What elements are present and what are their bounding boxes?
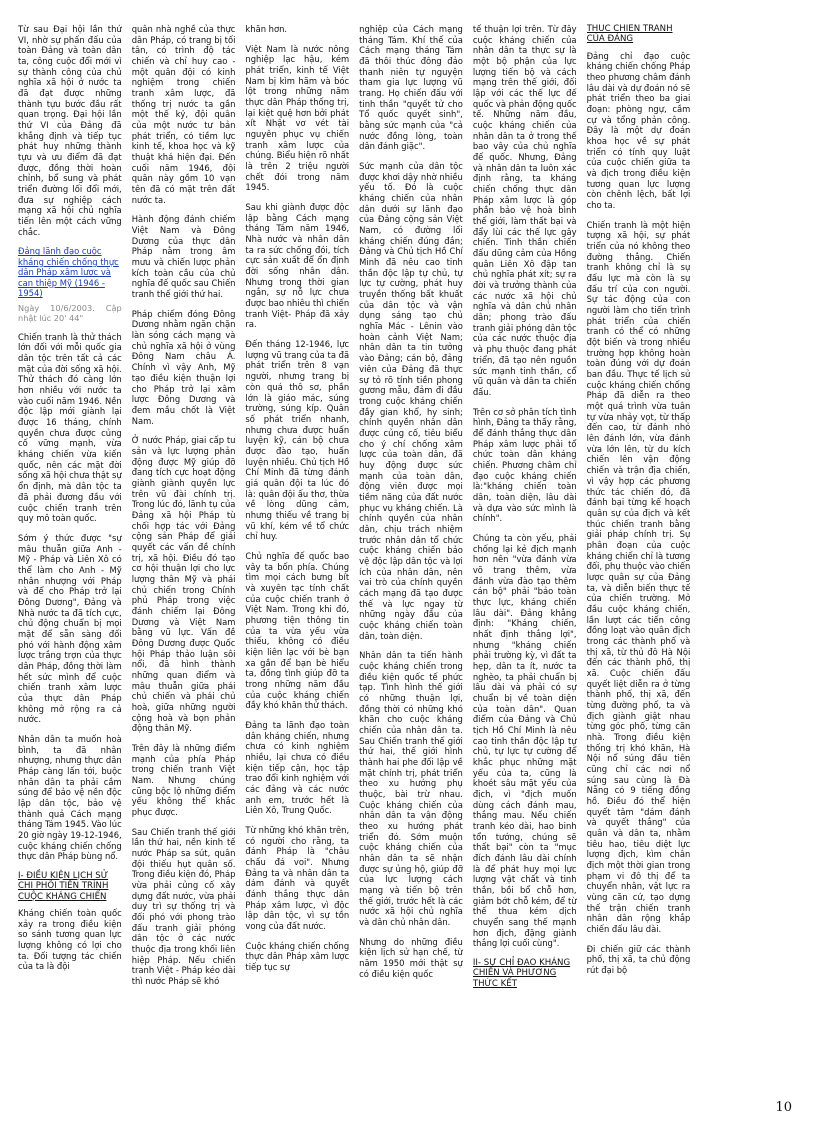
paragraph: khăn hơn.	[245, 24, 288, 34]
paragraph: Trên cơ sở phân tích tình hình, Đảng ta thấy rằng, để đánh thắng thực dân Pháp xâm lược phải tổ chức toàn dân kháng chiến. Phương châm chỉ đạo cuộc kháng chiến là:"kháng chiến toàn dân, toàn diện, lâu dài và dựa vào sức mình là chính".	[472, 406, 577, 524]
section-heading: I- ĐIỀU KIỆN LỊCH SỬ CHI PHỐI TIẾN TRÌNH CUỘC KHÁNG CHIẾN	[18, 871, 109, 902]
article-title-link[interactable]: Đảng lãnh đạo cuộc kháng chiến chống thực dân Pháp xâm lược và can thiệp Mỹ (1946 - 1954)	[18, 246, 119, 299]
section-heading: THÚC CHIẾN TRANH CỦA ĐẢNG	[586, 24, 673, 45]
paragraph: Nhân dân ta tiến hành cuộc kháng chiến trong điều kiện quốc tế phức tạp. Tình hình thế giới có những thuận lợi, đồng thời có những khó khăn cho cuộc kháng chiến của nhân dân ta. Sau Chiến tranh thế giới thứ hai, thế giới hình thành hai phe đối lập về mặt chính trị, phát triển theo xu hướng phụ thuộc, bài trừ nhau. Cuộc kháng chiến của nhân dân ta vận động theo xu hướng phát triển đó. Sớm muộn cuộc kháng chiến của nhân dân ta sẽ nhận được sự ủng hộ, giúp đỡ của lực lượng cách mạng và tiến bộ trên thế giới, trước hết là các nước xã hội chủ nghĩa và dân chủ nhân dân.	[359, 650, 463, 928]
paragraph: Hành động đánh chiếm Việt Nam và Đông Dương của thực dân Pháp nằm trong âm mưu và chiến lược phản kích toàn cầu của chủ nghĩa đế quốc sau Chiến tranh thế giới thứ hai.	[131, 214, 236, 300]
paragraph: Việt Nam là nước nông nghiệp lạc hậu, kém phát triển, kinh tế Việt Nam bị kìm hãm và bóc lột trong những năm thực dân Pháp thống trị, lại kiệt quệ hơn bởi phát xít Nhật vơ vét tài nguyên phục vụ chiến tranh xâm lược của chúng. Biểu hiện rõ nhất là trên 2 triệu người chết đói trong năm 1945.	[245, 43, 350, 193]
paragraph: tế thuận lợi trên. Từ đây cuộc kháng chiến của nhân dân ta thực sự là một bộ phận của lực lượng tiến bộ và cách mạng trên thế giới, đối lập với các thế lực đế quốc và phản động quốc tế. Những năm đầu, cuộc kháng chiến của nhân dân ta ở trong thế bao vây của chủ nghĩa đế quốc. Nhưng, Đảng và nhân dân ta luôn xác định rằng, ta kháng chiến chống thực dân Pháp xâm lược là góp phần bảo vệ hoà bình thế giới, làm thất bại và đẩy lùi các thế lực gây chiến. Tinh thần chiến đấu dũng cảm của Hồng quân Liên Xô đập tan chủ nghĩa phát xít; sự ra đời và trưởng thành của các nước xã hội chủ nghĩa và dân chủ nhân dân; phong trào đấu tranh giải phóng dân tộc của các nước thuộc địa và phụ thuộc đang phát triển, đã tạo nên nguồn sức mạnh tinh thần, cổ vũ quân và dân ta chiến đấu.	[472, 24, 577, 397]
paragraph: Từ những khó khăn trên, có người cho rằng, ta đánh Pháp là "châu chấu đá voi". Nhưng Đảng ta và nhân dân ta dám đánh và quyết đánh thắng thực dân Pháp xâm lược, vì độc lập dân tộc, vì sự tồn vong của đất nước.	[245, 825, 350, 932]
paragraph: Ở nước Pháp, giai cấp tư sản và lực lượng phản động được Mỹ giúp đỡ đang tích cực hoạt động giành giành quyền lực trên vũ đài chính trị. Trong lúc đó, lãnh tụ của Đảng xã hội Pháp từ chối hợp tác với Đảng cộng sản Pháp để giải quyết các vấn đề chính trị, xã hội. Điều đó tạo cơ hội thuận lợi cho lực lượng thân Mỹ và phái chủ chiến trong Chính phủ Pháp trong việc đánh chiếm lại Đông Dương và Việt Nam bằng vũ lực. Vấn đề Đông Dương được Quốc hội Pháp thảo luận sôi nổi, đã hình thành những quan điểm và mâu thuẫn giữa phái chủ chiến và phái chủ hoà, giữa những người cộng hoà và bọn phản động thân Mỹ.	[131, 435, 236, 734]
paragraph: Nhân dân ta muốn hoà bình, ta đã nhân nhượng, nhưng thực dân Pháp càng lấn tới, buộc nhân dân ta phải cầm súng để bảo vệ nền độc lập dân tộc, bảo vệ thành quả Cách mạng tháng Tám 1945. Vào lúc 20 giờ ngày 19-12-1946, cuộc kháng chiến chống thực dân Pháp bùng nổ.	[18, 733, 122, 862]
paragraph: Đảng chỉ đạo cuộc kháng chiến chống Pháp theo phương châm đánh lâu dài và dự đoán nó sẽ phát triển theo ba giai đoạn: phòng ngự, cầm cự và tổng phản công. Đây là một dự đoán khoa học về sự phát triển có tính quy luật của cuộc chiến giữa ta và địch trong điều kiện tương quan lực lượng còn chênh lệch, bất lợi cho ta.	[586, 50, 691, 211]
page-number: 10	[775, 1100, 792, 1115]
section-heading: II- SỰ CHỈ ĐẠO KHÁNG CHIẾN VÀ PHƯƠNG THỨC KẾT	[472, 958, 571, 989]
text-column-3	[245, 24, 349, 1104]
paragraph: Từ sau Đại hội lần thứ VI, nhờ sự phấn đấu của toàn Đảng và toàn dân ta, công cuộc đổi mới vì sự thành công của chủ nghĩa xã hội ở nước ta đã đạt được những thành tựu bước đầu rất quan trọng. Đại hội lần thứ VI của Đảng đã khẳng định và tiếp tục phát huy những thành tựu và ưu điểm đã đạt được, đồng thời hoàn chỉnh, bổ sung và phát triển đường lối đổi mới, đưa sự nghiệp cách mạng xã hội chủ nghĩa tiến lên một cách vững chắc.	[18, 24, 122, 237]
paragraph: Sức mạnh của dân tộc được khơi dậy nhờ nhiều yếu tố. Đó là cuộc kháng chiến của nhân dân dưới sự lãnh đạo của Đảng cộng sản Việt Nam, có đường lối kháng chiến đúng đắn; Đảng và Chủ tịch Hồ Chí Minh đã nêu cao tinh thần độc lập tự chủ, tự lực tự cường, phát huy truyền thống bất khuất của dân tộc và vận dụng sáng tạo chủ nghĩa Mác - Lênin vào hoàn cảnh Việt Nam; nhân dân ta tin tưởng vào Đảng; cán bộ, đảng viên của Đảng đã thực sự tỏ rõ tính tiền phong gương mẫu, đảm đi đầu trong cuộc kháng chiến đầy gian khổ, hy sinh; chính quyền nhân dân được củng cố, tiêu biểu cho ý chí chống xâm lược của toàn dân, đã huy động được sức mạnh của toàn dân, động viên được mọi tiềm năng của đất nước phục vụ kháng chiến. Là chính quyền của nhân dân, chịu trách nhiệm trước nhân dân tổ chức cuộc kháng chiến bảo vệ độc lập dân tộc và lợi ích của nhân dân, nên vai trò của chính quyền cách mạng đã tạo được thế và lực ngay từ những ngày đầu của cuộc kháng chiến toàn dân, toàn diện.	[359, 161, 463, 641]
text-column-5	[473, 24, 577, 1104]
paragraph: nghiệp của Cách mạng tháng Tám. Khí thế của Cách mạng tháng Tám đã thôi thúc đông đảo thanh niên tự nguyện tham gia lực lượng vũ trang. Họ chiến đấu với tinh thần "quyết tử cho Tổ quốc quyết sinh", bằng sức mạnh của "cả nước đồng lòng, toàn dân đánh giặc".	[359, 24, 463, 152]
paragraph: Chúng ta còn yếu, phải chống lại kẻ địch mạnh hơn nên "vừa đánh vừa võ trang thêm, vừa đánh vừa đào tạo thêm cán bộ" phải "bảo toàn thực lực, kháng chiến lâu dài". Đảng khẳng định: "Kháng chiến, nhất định thắng lợi", nhưng "kháng chiến phải trường kỳ, vì đất ta hẹp, dân ta ít, nước ta nghèo, ta phải chuẩn bị lâu dài và phải có sự chuẩn bị về toàn diện của toàn dân". Quan điểm của Đảng và Chủ tịch Hồ Chí Minh là nêu cao tinh thần độc lập tự chủ, tự lực tự cường để khắc phục những mặt yếu của ta, cũng là khoét sâu mặt yếu của địch, vì "địch muốn dùng cách đánh mau, thắng mau. Nếu chiến tranh kéo dài, hao binh tổn tướng, chúng sẽ thất bại" còn ta "mục đích đánh lâu dài chính là để phát huy mọi lực lượng vật chất và tinh thần, bồi bổ chỗ hơn, giảm bớt chỗ kém, để từ thế thua kém dịch chuyển sang thế mạnh hơn địch, đặng giành thắng lợi cuối cùng".	[472, 532, 577, 949]
text-column-1	[18, 24, 122, 1104]
paragraph: quân nhà nghề của thực dân Pháp, có trang bị tối tân, có trình độ tác chiến và chỉ huy cao - một quân đội có kinh nghiệm trong chiến tranh xâm lược, đã thống trị nước ta gần một thế kỷ, đội quân của một nước tư bản phát triển, có tiềm lực kinh tế, khoa học và kỹ thuật khá hiện đại. Đến cuối năm 1946, đội quân này gồm 10 vạn tên đã có mặt trên đất nước ta.	[131, 24, 236, 205]
paragraph: Chiến tranh là thử thách lớn đối với mỗi quốc gia dân tộc trên tất cả các mặt của đời sống xã hội. Thử thách đó càng lớn hơn nhiều với nước ta vào cuối năm 1946. Nền độc lập mới giành lại được 16 tháng, chính quyền chưa được củng cố vững mạnh, vừa kháng chiến vừa kiến quốc, nên các mặt đời sống xã hội chưa thật sự ổn định, mà dân tộc ta đã phải đương đầu với cuộc chiến tranh trên quy mô toàn quốc.	[18, 331, 122, 524]
text-column-4	[359, 24, 463, 1104]
paragraph: Nhưng do những điều kiện lịch sử hạn chế, từ năm 1950 mới thật sự có điều kiện quốc	[359, 936, 463, 979]
paragraph: Sớm ý thức được "sự mâu thuẫn giữa Anh - Mỹ - Pháp và Liên Xô có thể làm cho Anh - Mỹ nhân nhượng với Pháp và để cho Pháp trở lại Đông Dương", Đảng và Nhà nước ta đã tích cực, chủ động chuẩn bị mọi mặt để sẵn sàng đối phó với hành động xâm lược trắng trợn của thực dân Pháp, đồng thời làm hết sức mình để cuộc chiến tranh xâm lược của thực dân Pháp không mở rộng ra cả nước.	[18, 532, 122, 725]
paragraph: Đảng ta lãnh đạo toàn dân kháng chiến, nhưng chưa có kinh nghiệm nhiều, lại chưa có điều kiện tiếp cận, học tập trao đổi kinh nghiệm với các đảng và các nước anh em, trước hết là Liên Xô, Trung Quốc.	[245, 719, 350, 816]
paragraph: Cuộc kháng chiến chống thực dân Pháp xâm lược tiếp tục sự	[245, 940, 350, 973]
paragraph: Trên đây là những điểm mạnh của phía Pháp trong chiến tranh Việt Nam. Nhưng chúng cũng bộc lộ những điểm yếu không thể khắc phục được.	[131, 743, 236, 818]
article-date: Ngày 10/6/2003. Cập nhật lúc 20' 44"	[18, 302, 122, 324]
text-column-2	[132, 24, 236, 1104]
paragraph: Đi chiến giữ các thành phố, thị xã, ta chủ động rút đại bộ	[586, 943, 691, 976]
newspaper-page	[18, 24, 804, 1104]
paragraph: Chủ nghĩa đế quốc bao vây ta bốn phía. Chúng tìm mọi cách bưng bít và xuyên tạc tính chất của cuộc chiến tranh ở Việt Nam. Trong khi đó, phương tiện thông tin của ta vừa yếu vừa thiếu, không có điều kiện liên lạc với bè bạn xa gần để bạn bè hiểu ta, đồng tình giúp đỡ ta trong những năm đầu của cuộc kháng chiến đầy khó khăn thử thách.	[245, 550, 350, 711]
paragraph: Kháng chiến toàn quốc xảy ra trong điều kiện so sánh tương quan lực lượng không có lợi cho ta. Đối tượng tác chiến của ta là đội	[18, 907, 122, 972]
paragraph: Sau khi giành được độc lập bằng Cách mạng tháng Tám năm 1946, Nhà nước và nhân dân ta ra sức chống đói, tích cực sản xuất để ổn định đời sống nhân dân. Nhưng trong thời gian ngắn, sự nỗ lực chưa được bao nhiêu thì chiến tranh Việt- Pháp đã xảy ra.	[245, 202, 350, 330]
paragraph: Pháp chiếm đóng Đông Dương nhằm ngăn chặn làn sóng cách mạng và chủ nghĩa xã hội ở vùng Đông Nam châu Á. Chính vì vậy Anh, Mỹ tạo điều kiện thuận lợi cho Pháp trở lại xâm lược Đông Dương và đem mầu chốt là Việt Nam.	[131, 308, 236, 426]
text-column-6	[587, 24, 691, 1104]
paragraph: Sau Chiến tranh thế giới lần thứ hai, nền kinh tế nước Pháp sa sút, quân đội thiếu hụt quân số. Trong điều kiện đó, Pháp vừa phải củng cố xây dựng đất nước, vừa phải duy trì sự thống trị và đối phó với phong trào đấu tranh giải phóng dân tộc ở các nước thuộc địa trong khối liên hiệp Pháp. Nếu chiến tranh Việt - Pháp kéo dài thì nước Pháp sẽ khó	[131, 826, 236, 987]
paragraph: Chiến tranh là một hiện tượng xã hội, sự phát triển của nó không theo đường thẳng. Chiến tranh không chỉ là sự đấu lực mà còn là sự đấu trí của con người. Sự tác động của con người làm cho tiến trình phát triển của chiến tranh có thể có những đột biến và trong nhiều trường hợp không hoàn toàn đúng với dự đoán ban đầu. Thực tế lịch sử cuộc kháng chiến chống Pháp đã diễn ra theo một quá trình vừa tuân tự vừa nhảy vọt, từ thấp đến cao, từ đánh nhỏ lên đánh lớn, vừa đánh vừa lớn lên, từ du kích chiến lên vận động chiến và trận địa chiến, vì vậy hợp các phương thức tác chiến đó, đã đánh bại từng kế hoạch quân sự của địch và kết thúc chiến tranh bằng giải pháp chính trị. Sự phân đoạn của cuộc kháng chiến chỉ là tương đối, phụ thuộc vào chiến lược quân sự của Đảng ta, và diễn biến thực tế của chiến trường. Mở đầu cuộc kháng chiến, lần lượt các tiến công đồng loạt vào quân địch trong các thành phố và thị xã, từ thủ đô Hà Nội đến các thành phố, thị xã. Cuộc chiến đấu quyết liệt diễn ra ở từng thành phố, thị xã, đến từng đường phố, ta và địch giành giật nhau từng góc phố, từng căn nhà. Trong điều kiện thống trị khó khăn, Hà Nội nổ súng đầu tiên cũng chỉ các nơi nổ súng sau cùng là Đà Nẵng có 9 tiếng đồng hồ. Điều đó thể hiện quyết tâm "dám đánh và quyết thắng" của quân và dân ta, nhằm tiêu hao, tiêu diệt lực lượng địch, kìm chân địch một thời gian trong phạm vi đô thị để ta chuyển nhân, vật lực ra vùng căn cứ, tạo dựng thế trận chiến tranh nhân dân rộng khắp chiến đấu lâu dài.	[586, 219, 691, 935]
paragraph: Đến tháng 12-1946, lực lượng vũ trang của ta đã phát triển trên 8 vạn người, nhưng trang bị còn quá thô sơ, phần lớn là giáo mác, súng trường, súng kíp. Quân số phát triển nhanh, nhưng chưa được huấn luyện kỹ, cán bộ chưa được đào tạo, huấn luyện nhiều. Chủ tịch Hồ Chí Minh đã từng đánh giá quân đội ta lúc đó là: quân đội ấu thơ, thừa về lòng dũng cảm, nhưng thiếu về trang bị vũ khí, kém về tổ chức chỉ huy.	[245, 339, 350, 542]
